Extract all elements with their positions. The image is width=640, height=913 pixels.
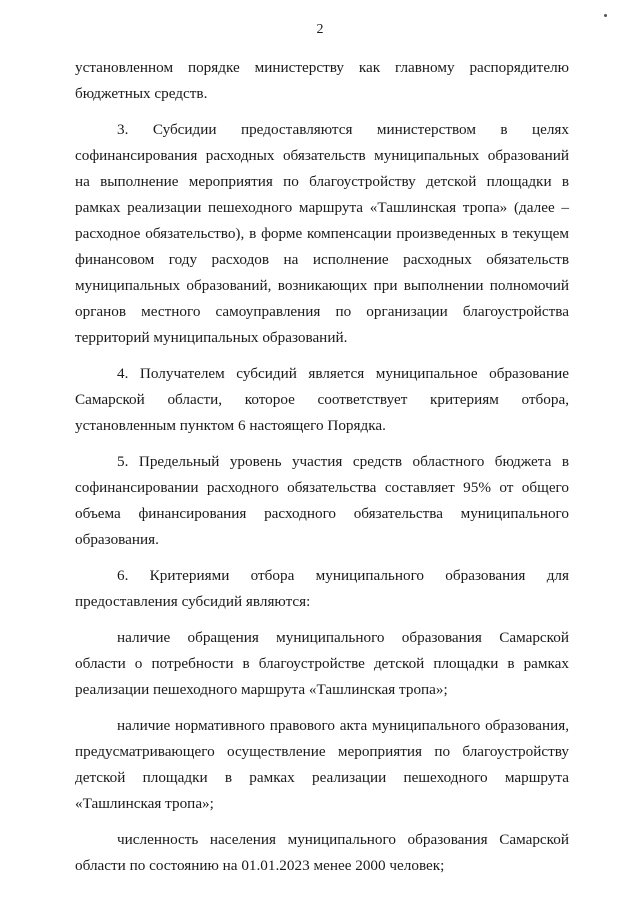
text-line: бюджетных средств.	[75, 85, 208, 102]
text-line: территорий муниципальных образований.	[75, 329, 348, 346]
paragraph-item-3	[75, 117, 569, 351]
text-line: 6. Критериями отбора муниципального образования для	[117, 567, 569, 584]
text-line: органов местного самоуправления по организации благоустройства	[75, 303, 569, 320]
text-line: наличие нормативного правового акта муниципального образования,	[117, 717, 569, 734]
text-line: софинансировании расходного обязательства составляет 95% от общего	[75, 479, 569, 496]
paragraph-item-6	[75, 563, 569, 615]
criterion-population	[75, 827, 569, 879]
text-line: установленным пунктом 6 настоящего Порядка.	[75, 417, 386, 434]
text-line: софинансирования расходных обязательств муниципальных образований	[75, 147, 569, 164]
text-line: предоставления субсидий являются:	[75, 593, 311, 610]
text-line: численность населения муниципального образования Самарской	[117, 831, 569, 848]
text-line: финансовом году расходов на исполнение расходных обязательств	[75, 251, 569, 268]
paragraph-item-4	[75, 361, 569, 439]
document-body	[75, 55, 569, 889]
criterion-legal-act	[75, 713, 569, 817]
text-line: области по состоянию на 01.01.2023 менее 2000 человек;	[75, 857, 445, 874]
text-line: детской площадки в рамках реализации пешеходного маршрута	[75, 769, 569, 786]
text-line: 5. Предельный уровень участия средств областного бюджета в	[117, 453, 569, 470]
text-line: 3. Субсидии предоставляются министерством в целях	[117, 121, 569, 138]
text-line: рамках реализации пешеходного маршрута «Ташлинская тропа» (далее –	[75, 199, 569, 216]
criterion-appeal	[75, 625, 569, 703]
text-line: реализации пешеходного маршрута «Ташлинская тропа»;	[75, 681, 448, 698]
page-number: 2	[316, 22, 324, 37]
text-line: предусматривающего осуществление мероприятия по благоустройству	[75, 743, 569, 760]
text-line: Самарской области, которое соответствует критериям отбора,	[75, 391, 569, 408]
text-line: установленном порядке министерству как главному распорядителю	[75, 59, 569, 76]
paragraph-item-5	[75, 449, 569, 553]
text-line: наличие обращения муниципального образования Самарской	[117, 629, 569, 646]
text-line: «Ташлинская тропа»;	[75, 795, 214, 812]
text-line: расходное обязательство), в форме компенсации произведенных в текущем	[75, 225, 569, 242]
text-line: на выполнение мероприятия по благоустройству детской площадки в	[75, 173, 569, 190]
text-line: образования.	[75, 531, 159, 548]
scan-speck	[604, 14, 607, 17]
paragraph-continuation	[75, 55, 569, 107]
text-line: муниципальных образований, возникающих при выполнении полномочий	[75, 277, 569, 294]
text-line: 4. Получателем субсидий является муниципальное образование	[117, 365, 569, 382]
text-line: объема финансирования расходного обязательства муниципального	[75, 505, 569, 522]
text-line: области о потребности в благоустройстве детской площадки в рамках	[75, 655, 569, 672]
